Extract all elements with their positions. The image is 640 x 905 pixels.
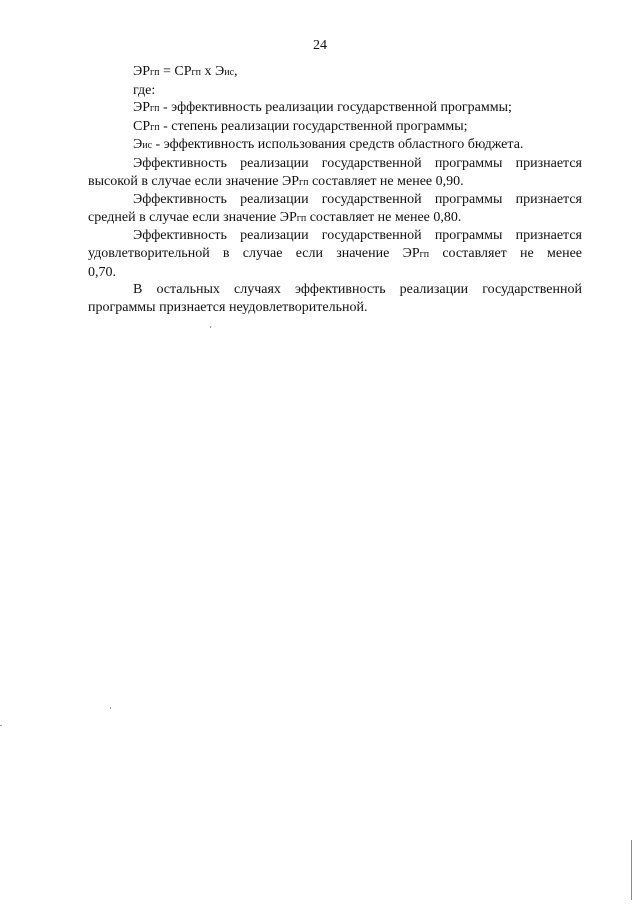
paragraph-satisfactory-line-2 (88, 245, 582, 264)
formula-times: х (200, 64, 215, 79)
definition-subscript: гп (150, 103, 160, 115)
paragraph-subscript: гп (419, 248, 430, 260)
paragraph-text: высокой в случае если значение ЭР (88, 173, 300, 189)
definition-text: - эффективность использования средств областного бюджета. (152, 137, 524, 153)
paragraph-high-line-2 (88, 173, 582, 192)
paragraph-medium-line-2 (88, 209, 582, 228)
formula-e: Э (214, 64, 225, 79)
formula-line (88, 63, 582, 82)
paragraph-text: средней в случае если значение ЭР (88, 209, 297, 225)
paragraph-text: составляет не менее 0,80. (306, 209, 462, 225)
formula-er-subscript: гп (150, 67, 160, 78)
definition-subscript: гп (150, 121, 160, 133)
definition-symbol: ЭР (133, 100, 151, 116)
where-label: где: (133, 82, 156, 98)
paragraph-subscript: гп (299, 176, 309, 188)
definition-symbol: Э (133, 137, 143, 153)
paragraph-text: составляет не менее (429, 245, 582, 261)
formula-er: ЭР (133, 64, 151, 79)
document-body (88, 63, 582, 316)
paragraph-text: удовлетворительной в случае если значение ЭР (88, 245, 420, 261)
paragraph-high-line-1: Эффективность реализации государственной программы признается (133, 155, 582, 171)
scan-edge-line (631, 840, 632, 900)
paragraph-text: составляет не менее 0,90. (308, 173, 464, 189)
definition-sr (88, 118, 582, 137)
scan-speck (110, 707, 111, 709)
paragraph-medium-line-1: Эффективность реализации государственной программы признается (133, 192, 582, 208)
formula-equals: = (159, 64, 175, 79)
paragraph-satisfactory-line-1: Эффективность реализации государственной программы признается (133, 228, 582, 244)
definition-er (88, 99, 582, 118)
paragraph-satisfactory-line-3: 0,70. (88, 264, 116, 280)
formula-sr-subscript: гп (191, 67, 201, 78)
definition-symbol: СР (133, 118, 151, 134)
formula-e-subscript: ис (224, 67, 235, 78)
definition-subscript: ис (142, 140, 153, 152)
definition-text: - эффективность реализации государственной программы; (159, 100, 512, 116)
paragraph-other-line-1: В остальных случаях эффективность реализации государственной (133, 282, 582, 298)
scan-speck (210, 326, 211, 328)
definition-text: - степень реализации государственной программы; (159, 118, 468, 134)
formula-sr: СР (174, 64, 192, 79)
paragraph-subscript: гп (296, 212, 307, 224)
page-number: 24 (313, 38, 327, 53)
definition-e (88, 136, 582, 155)
formula-tail: , (234, 64, 238, 79)
paragraph-other-line-2: программы признается неудовлетворительной. (88, 299, 368, 315)
scan-edge-mark (0, 725, 2, 726)
